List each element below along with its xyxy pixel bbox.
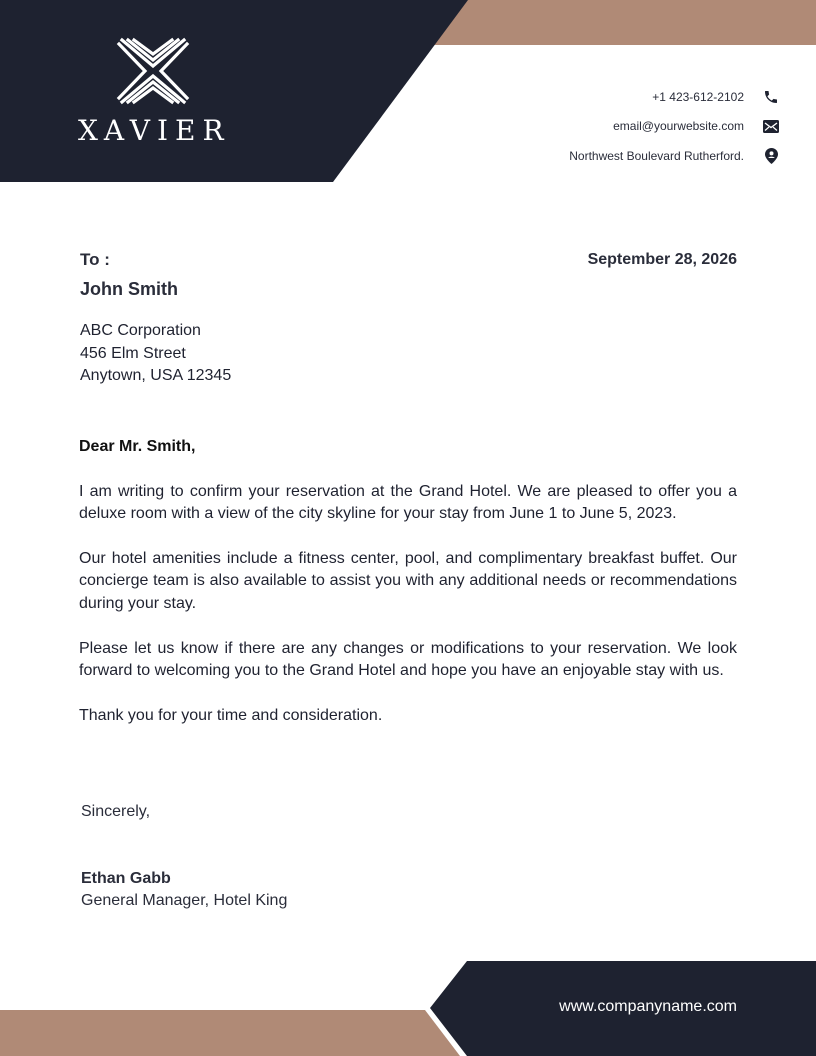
footer-tan-band — [0, 1010, 460, 1056]
brand-name: XAVIER — [78, 114, 231, 147]
letter-body — [79, 481, 737, 750]
logo-mark-icon — [116, 36, 190, 106]
logo — [78, 36, 228, 106]
body-paragraph: Thank you for your time and consideration. — [79, 706, 383, 724]
footer-website-link[interactable]: www.companyname.com — [559, 998, 737, 1015]
signer-name: Ethan Gabb — [81, 870, 171, 887]
body-paragraph: Our hotel amenities include a fitness center, pool, and complimentary breakfast buffet. Our concierge team is also available to assist you with any additional needs or recommendations during your stay. — [79, 550, 737, 612]
contact-phone — [569, 82, 780, 112]
address-line: 456 Elm Street — [80, 344, 186, 362]
header-navy-panel — [0, 0, 468, 182]
body-paragraph: Please let us know if there are any changes or modifications to your reservation. We look forward to welcoming you to the Grand Hotel and hope you have an enjoyable stay with us. — [79, 639, 737, 679]
to-label: To : — [80, 250, 110, 269]
contact-email — [569, 112, 780, 142]
location-pin-icon — [762, 147, 780, 165]
phone-text: +1 423-612-2102 — [652, 89, 744, 104]
email-text: email@yourwebsite.com — [613, 119, 744, 134]
signer-title: General Manager, Hotel King — [81, 892, 288, 909]
envelope-icon — [762, 117, 780, 135]
recipient-address — [80, 320, 231, 388]
closing: Sincerely, — [81, 803, 151, 820]
contact-address — [569, 141, 780, 171]
header-tan-band — [405, 0, 816, 45]
body-paragraph: I am writing to confirm your reservation at the Grand Hotel. We are pleased to offer you a deluxe room with a view of the city skyline for your stay from June 1 to June 5, 2023. — [79, 483, 737, 523]
phone-icon — [762, 88, 780, 106]
address-text: Northwest Boulevard Rutherford. — [569, 148, 744, 163]
salutation: Dear Mr. Smith, — [79, 438, 196, 455]
address-line: Anytown, USA 12345 — [80, 367, 232, 384]
address-line: ABC Corporation — [80, 322, 201, 339]
letter-date: September 28, 2026 — [587, 251, 737, 268]
contact-info — [569, 82, 780, 171]
recipient-name: John Smith — [80, 279, 178, 299]
